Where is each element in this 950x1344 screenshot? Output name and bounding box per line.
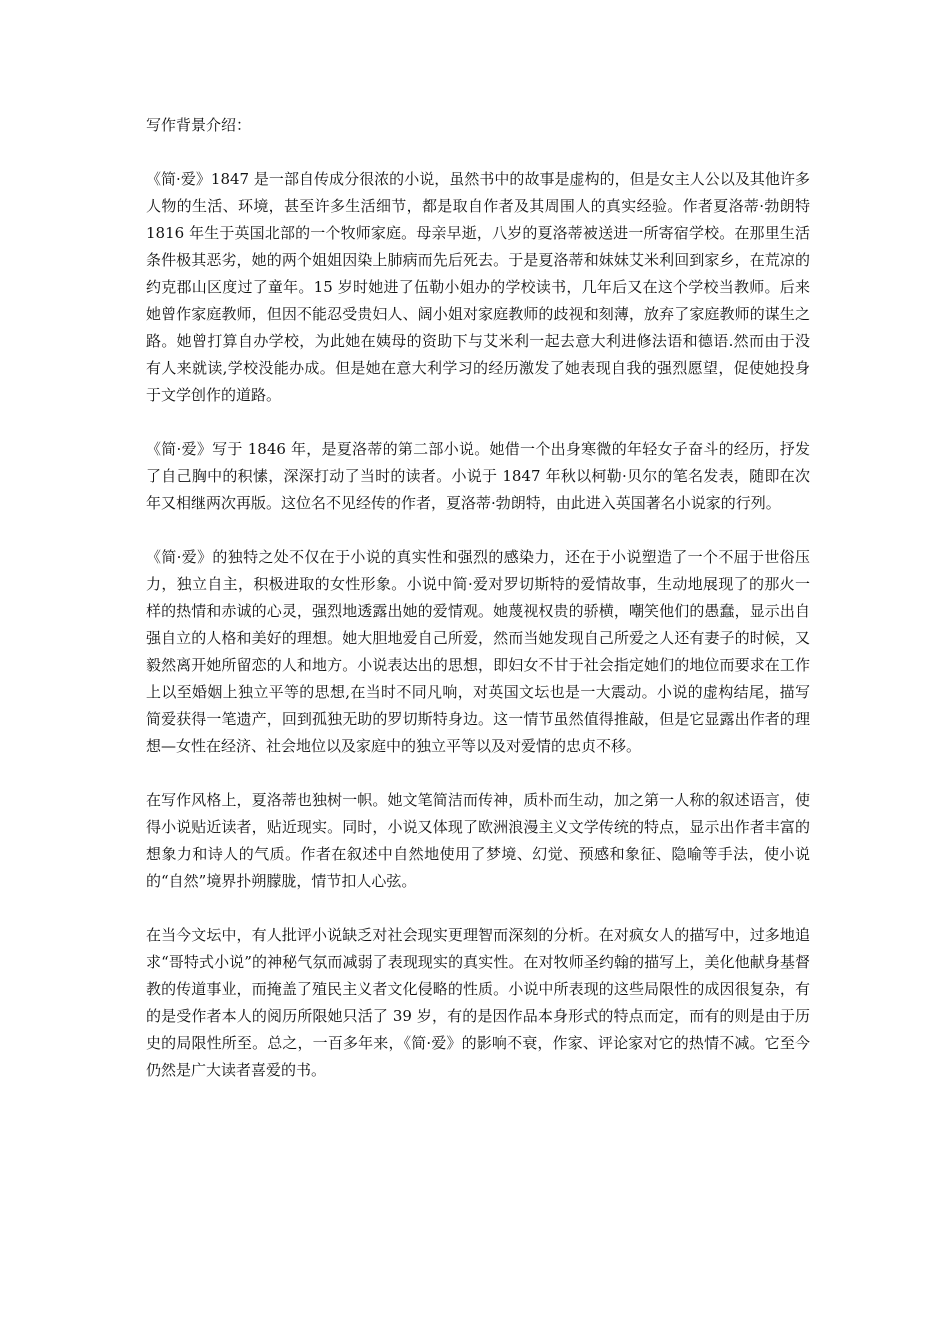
- paragraph-writing: 《简·爱》写于 1846 年，是夏洛蒂的第二部小说。她借一个出身寒微的年轻女子奋斗的经历，抒发了自己胸中的积愫，深深打动了当时的读者。小说于 1847 年秋以柯勒·贝尔的笔名发表，随即在次年又相继两次再版。这位名不见经传的作者，夏洛蒂·勃朗特，由此进入英国著名小说家的行列。: [146, 440, 810, 512]
- paragraph-style: 在写作风格上，夏洛蒂也独树一帜。她文笔简洁而传神，质朴而生动，加之第一人称的叙述语言，使得小说贴近读者，贴近现实。同时，小说又体现了欧洲浪漫主义文学传统的特点，显示出作者丰富的想象力和诗人的气质。作者在叙述中自然地使用了梦境、幻觉、预感和象征、隐喻等手法，使小说的“自然”境界扑朔朦胧，情节扣人心弦。: [146, 791, 810, 890]
- document-page: [146, 112, 810, 1111]
- paragraph-criticism: 在当今文坛中，有人批评小说缺乏对社会现实更理智而深刻的分析。在对疯女人的描写中，过多地追求“哥特式小说”的神秘气氛而减弱了表现现实的真实性。在对牧师圣约翰的描写上，美化他献身基督教的传道事业，而掩盖了殖民主义者文化侵略的性质。小说中所表现的这些局限性的成因很复杂，有的是受作者本人的阅历所限她只活了 39 岁，有的是因作品本身形式的特点而定，而有的则是由于历史的局限性所至。总之，一百多年来，《简·爱》的影响不衰，作家、评论家对它的热情不减。它至今仍然是广大读者喜爱的书。: [146, 926, 810, 1079]
- paragraph-intro: 《简·爱》1847 是一部自传成分很浓的小说，虽然书中的故事是虚构的，但是女主人公以及其他许多人物的生活、环境，甚至许多生活细节，都是取自作者及其周围人的真实经验。作者夏洛蒂·勃朗特 1816 年生于英国北部的一个牧师家庭。母亲早逝，八岁的夏洛蒂被送进一所寄宿学校。在那里生活条件极其恶劣，她的两个姐姐因染上肺病而先后死去。于是夏洛蒂和妹妹艾米利回到家乡，在荒凉的约克郡山区度过了童年。15 岁时她进了伍勒小姐办的学校读书，几年后又在这个学校当教师。后来她曾作家庭教师，但因不能忍受贵妇人、阔小姐对家庭教师的歧视和刻薄，放弃了家庭教师的谋生之路。她曾打算自办学校，为此她在姨母的资助下与艾米利一起去意大利进修法语和德语.然而由于没有人来就读,学校没能办成。但是她在意大利学习的经历激发了她表现自我的强烈愿望，促使她投身于文学创作的道路。: [146, 170, 810, 404]
- paragraph-uniqueness: 《简·爱》的独特之处不仅在于小说的真实性和强烈的感染力，还在于小说塑造了一个不屈于世俗压力，独立自主，积极进取的女性形象。小说中简·爱对罗切斯特的爱情故事，生动地展现了的那火一样的热情和赤诚的心灵，强烈地透露出她的爱情观。她蔑视权贵的骄横，嘲笑他们的愚蠢，显示出自强自立的人格和美好的理想。她大胆地爱自己所爱，然而当她发现自己所爱之人还有妻子的时候，又毅然离开她所留恋的人和地方。小说表达出的思想，即妇女不甘于社会指定她们的地位而要求在工作上以至婚姻上独立平等的思想,在当时不同凡响，对英国文坛也是一大震动。小说的虚构结尾，描写简爱获得一笔遗产，回到孤独无助的罗切斯特身边。这一情节虽然值得推敲，但是它显露出作者的理想—女性在经济、社会地位以及家庭中的独立平等以及对爱情的忠贞不移。: [146, 548, 810, 755]
- document-heading: 写作背景介绍：: [146, 116, 252, 134]
